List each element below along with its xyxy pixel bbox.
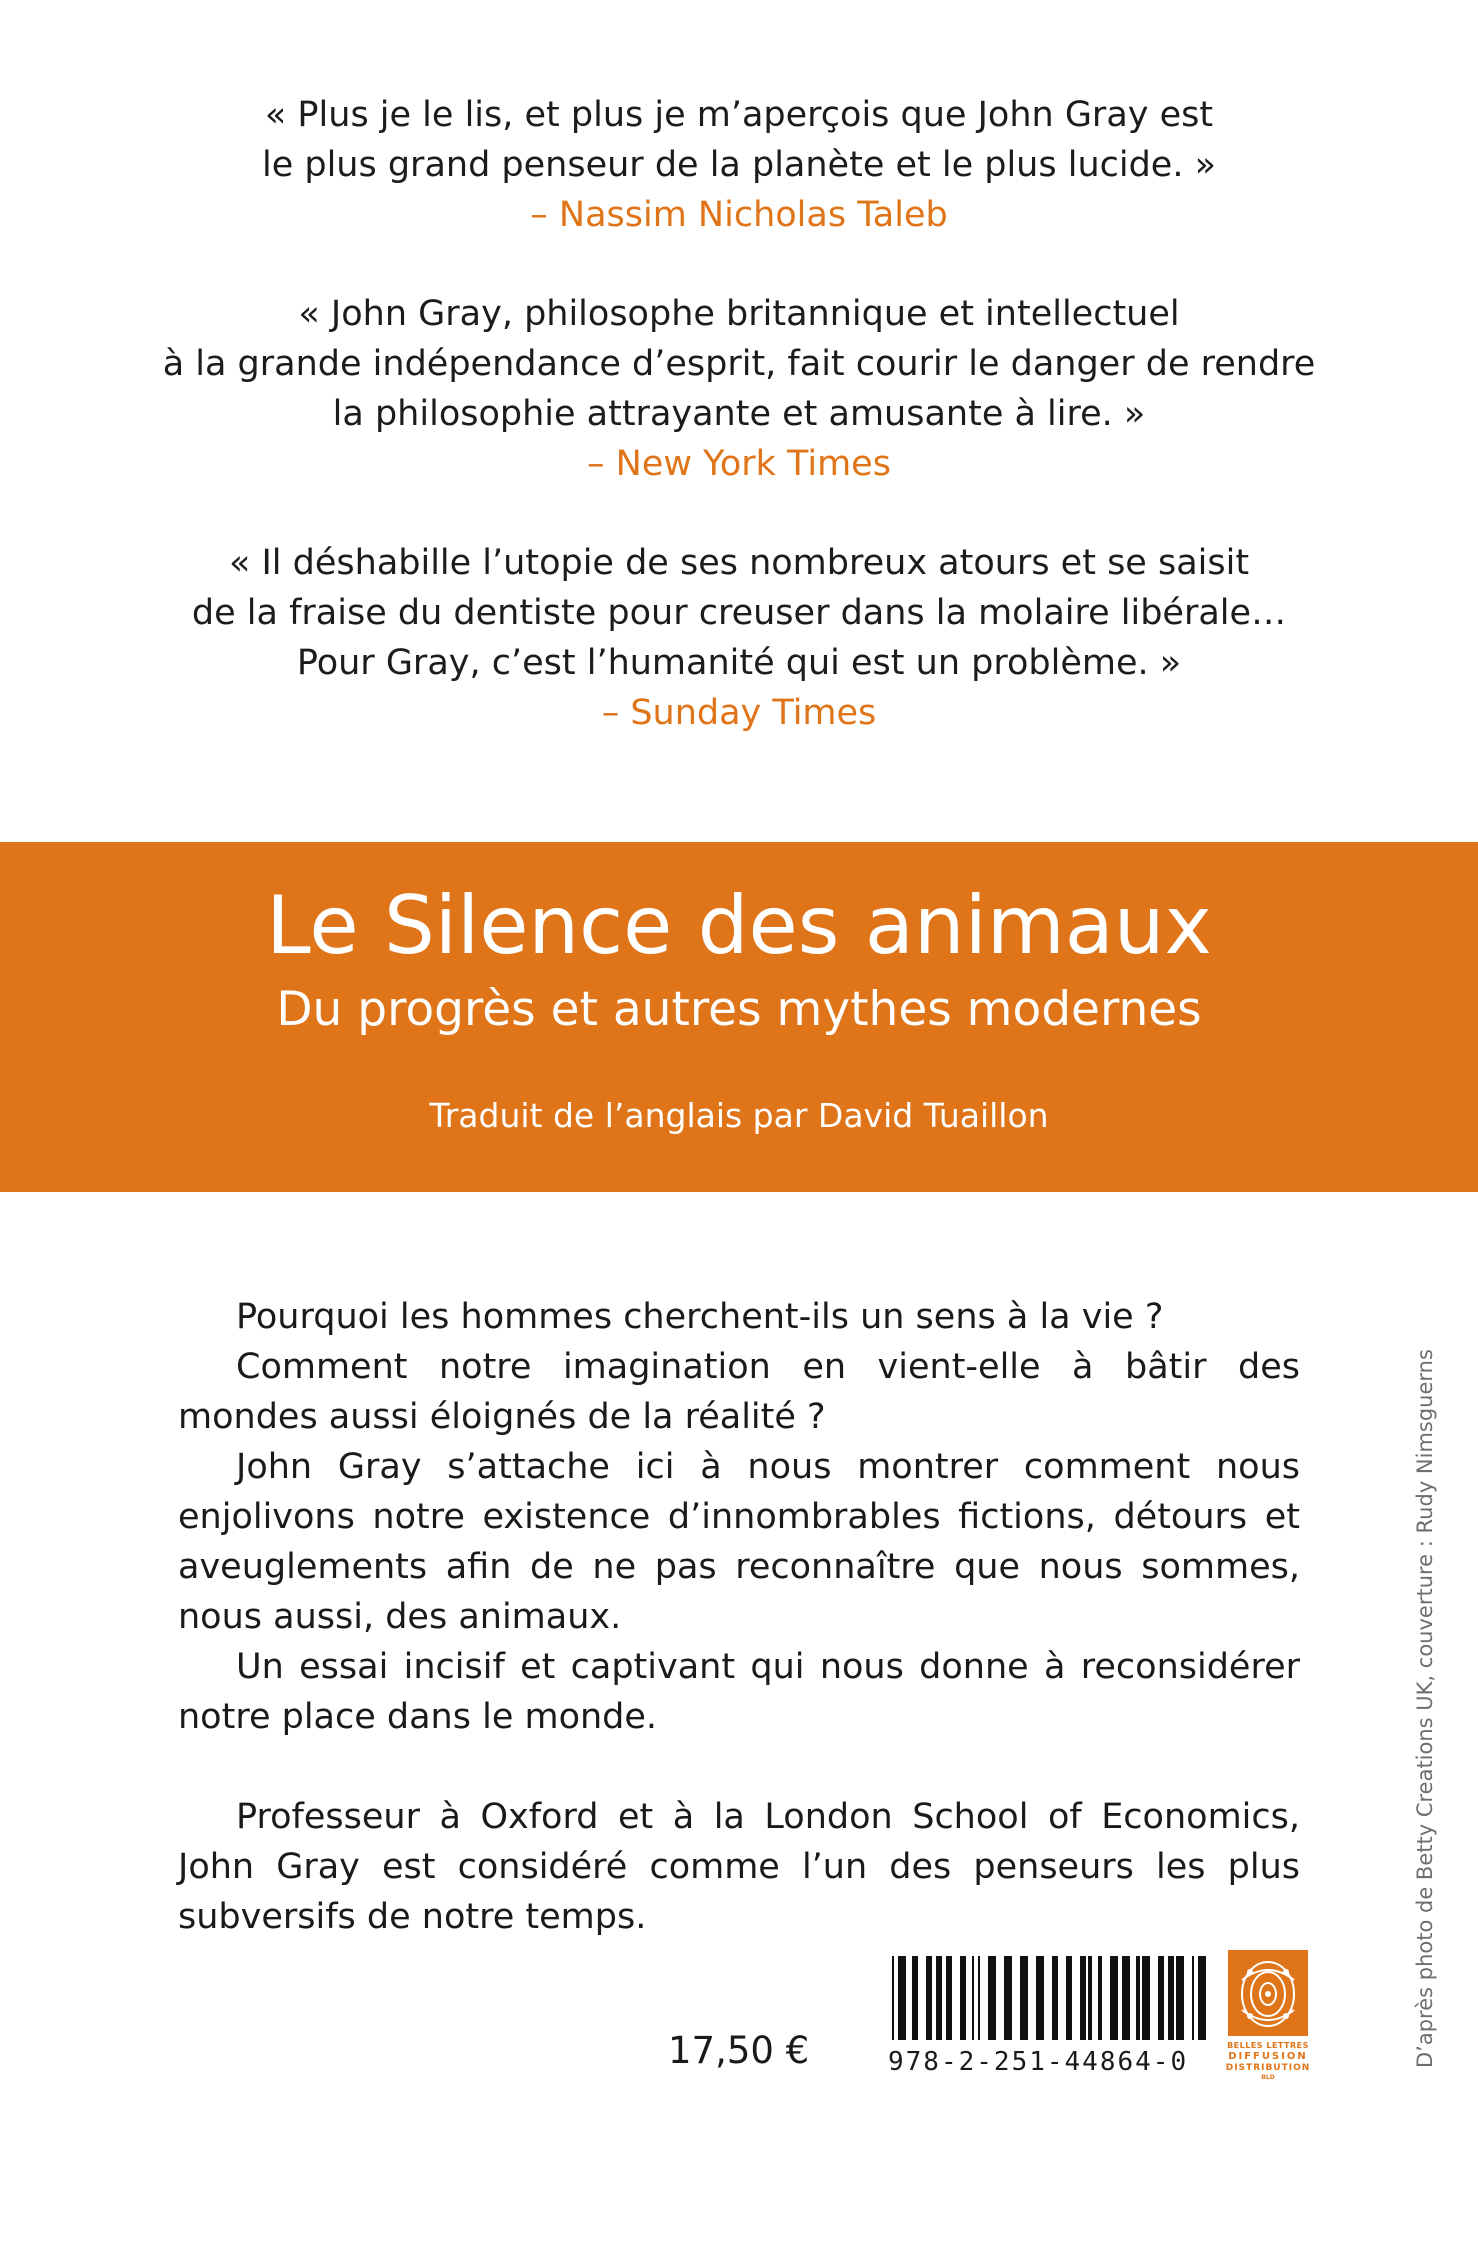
publisher-line: DISTRIBUTION bbox=[1225, 2063, 1311, 2073]
quote-line: la philosophie attrayante et amusante à lire. » bbox=[332, 394, 1146, 434]
barcode-area bbox=[888, 1950, 1311, 2100]
quote-source: – Sunday Times bbox=[601, 693, 877, 733]
photo-credit: D’après photo de Betty Creations UK, couverture : Rudy Nimsguerns bbox=[1413, 1349, 1437, 2068]
barcode-bar bbox=[898, 1956, 906, 2040]
publisher-line: DIFFUSION bbox=[1228, 2051, 1308, 2062]
title-band bbox=[0, 842, 1478, 1192]
translator-credit: Traduit de l’anglais par David Tuaillon bbox=[429, 1096, 1049, 1135]
barcode-bar bbox=[1088, 1956, 1092, 2040]
publisher-line: BLD bbox=[1261, 2074, 1275, 2081]
barcode-bar bbox=[1136, 1956, 1140, 2040]
barcode-bar bbox=[1020, 1956, 1028, 2040]
author-bio: Professeur à Oxford et à la London School of Economics, John Gray est considéré comme l’un des penseurs les plus subversifs de notre temps. bbox=[178, 1797, 1300, 1937]
quote-source: – Nassim Nicholas Taleb bbox=[530, 195, 948, 235]
barcode-bar bbox=[946, 1956, 952, 2040]
barcode-bar bbox=[1036, 1956, 1044, 2040]
barcode-bar bbox=[936, 1956, 942, 2040]
barcode-bar bbox=[1110, 1956, 1118, 2040]
quote-taleb bbox=[0, 90, 1478, 240]
price: 17,50 € bbox=[668, 2029, 810, 2072]
description-paragraph: Pourquoi les hommes cherchent-ils un sens à la vie ? bbox=[236, 1297, 1164, 1337]
book-title: Le Silence des animaux bbox=[266, 879, 1212, 972]
book-subtitle: Du progrès et autres mythes modernes bbox=[276, 982, 1202, 1037]
quote-new-york-times bbox=[0, 289, 1478, 489]
description-paragraph: Comment notre imagination en vient-elle à bâtir des mondes aussi éloignés de la réalité ? bbox=[178, 1347, 1300, 1437]
barcode-bar bbox=[1176, 1956, 1184, 2040]
quote-line: « Il déshabille l’utopie de ses nombreux atours et se saisit bbox=[228, 543, 1250, 583]
barcode-bar bbox=[1122, 1956, 1130, 2040]
barcode-bar bbox=[1198, 1956, 1206, 2040]
barcode-bar bbox=[978, 1956, 980, 2040]
book-description bbox=[178, 1292, 1300, 1942]
quote-line: de la fraise du dentiste pour creuser dans la molaire libérale… bbox=[191, 593, 1287, 633]
barcode-bar bbox=[892, 1956, 894, 2040]
barcode-bar bbox=[1192, 1956, 1194, 2040]
barcode-bar bbox=[1142, 1956, 1150, 2040]
barcode-bar bbox=[960, 1956, 966, 2040]
barcode-bar bbox=[972, 1956, 974, 2040]
publisher-line: BELLES LETTRES bbox=[1227, 2041, 1309, 2050]
quote-line: « John Gray, philosophe britannique et intellectuel bbox=[298, 294, 1180, 334]
barcode-bar bbox=[1004, 1956, 1012, 2040]
description-paragraph: Un essai incisif et captivant qui nous donne à reconsidérer notre place dans le monde. bbox=[178, 1647, 1300, 1737]
barcode-bar bbox=[1066, 1956, 1072, 2040]
description-paragraph: John Gray s’attache ici à nous montrer comment nous enjolivons notre existence d’innombrables fictions, détours et aveuglements afin de ne pas reconnaître que nous sommes, nous aussi, des animaux. bbox=[178, 1447, 1300, 1637]
quote-line: Pour Gray, c’est l’humanité qui est un problème. » bbox=[296, 643, 1182, 683]
publisher-logo-icon bbox=[1228, 1950, 1308, 2036]
barcode-bar bbox=[912, 1956, 918, 2040]
barcode-bar bbox=[1098, 1956, 1102, 2040]
quote-line: à la grande indépendance d’esprit, fait courir le danger de rendre bbox=[162, 344, 1316, 384]
barcode-bar bbox=[1168, 1956, 1174, 2040]
quote-sunday-times bbox=[0, 538, 1478, 738]
isbn-barcode bbox=[888, 1950, 1218, 2042]
quote-line: le plus grand penseur de la planète et le plus lucide. » bbox=[261, 145, 1217, 185]
isbn-number: 978-2-251-44864-0 bbox=[888, 2047, 1189, 2077]
barcode-bar bbox=[988, 1956, 996, 2040]
quote-source: – New York Times bbox=[587, 444, 891, 484]
quotes-section bbox=[0, 90, 1478, 787]
barcode-bar bbox=[926, 1956, 932, 2040]
barcode-bar bbox=[1158, 1956, 1164, 2040]
publisher-name bbox=[1224, 2040, 1312, 2082]
barcode-bar bbox=[1052, 1956, 1058, 2040]
quote-line: « Plus je le lis, et plus je m’aperçois que John Gray est bbox=[264, 95, 1214, 135]
barcode-bar bbox=[1080, 1956, 1086, 2040]
